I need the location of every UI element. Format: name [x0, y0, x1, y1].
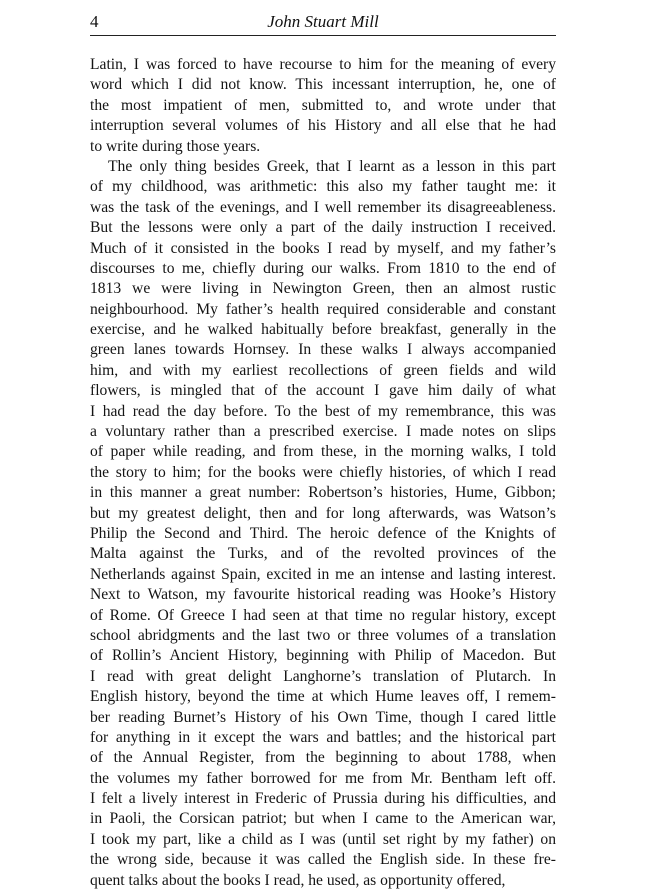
text-line: word which I did not know. This incessant interruption, he, one of: [90, 76, 556, 94]
text-line: the wrong side, because it was called the English side. In these fre-: [90, 851, 556, 869]
text-line: was the task of the evenings, and I well remember its disagreeableness.: [90, 198, 556, 216]
text-line: of the Annual Register, from the beginning to about 1788, when: [90, 749, 556, 767]
text-line: Philip the Second and Third. The heroic defence of the Knights of: [90, 524, 556, 542]
body-text: [90, 55, 556, 891]
header-rule: [90, 35, 556, 36]
text-line: of my childhood, was arithmetic: this also my father taught me: it: [90, 178, 556, 196]
text-line: I took my part, like a child as I was (until set right by my father) on: [90, 830, 556, 848]
running-head: John Stuart Mill: [267, 12, 379, 31]
text-line: but my greatest delight, then and for long afterwards, was Watson’s: [90, 504, 556, 522]
text-line: school abridgments and the last two or three volumes of a translation: [90, 626, 556, 644]
text-line: neighbourhood. My father’s health required considerable and constant: [90, 300, 556, 318]
text-line: flowers, is mingled that of the account I gave him daily of what: [90, 382, 556, 400]
text-line: English history, beyond the time at which Hume leaves off, I remem-: [90, 688, 556, 706]
text-line: Netherlands against Spain, excited in me an intense and lasting interest.: [90, 565, 556, 583]
text-line: green lanes towards Hornsey. In these walks I always accompanied: [90, 341, 556, 359]
text-line: The only thing besides Greek, that I learnt as a lesson in this part: [108, 157, 556, 175]
text-line: Latin, I was forced to have recourse to him for the meaning of every: [90, 56, 556, 73]
page-number: 4: [90, 12, 99, 31]
text-line: interruption several volumes of his History and all else that he had: [90, 117, 556, 135]
paragraph: [90, 157, 556, 891]
text-line: the most impatient of men, submitted to, and wrote under that: [90, 96, 556, 114]
text-line: Malta against the Turks, and of the revolted provinces of the: [90, 545, 556, 563]
text-line: of paper while reading, and from these, in the morning walks, I told: [90, 443, 556, 461]
text-line: him, and with my earliest recollections of green fields and wild: [90, 361, 556, 379]
text-line: Much of it consisted in the books I read by myself, and my father’s: [90, 239, 556, 257]
text-line: of Rome. Of Greece I had seen at that time no regular history, except: [90, 606, 556, 624]
text-line: the volumes my father borrowed for me from Mr. Bentham left off.: [90, 769, 556, 787]
text-line: in Paoli, the Corsican patriot; but when I came to the American war,: [90, 810, 556, 828]
text-line: Next to Watson, my favourite historical reading was Hooke’s History: [90, 586, 556, 604]
text-line: of Rollin’s Ancient History, beginning with Philip of Macedon. But: [90, 647, 556, 665]
text-line: to write during those years.: [90, 137, 261, 155]
text-line: I felt a lively interest in Frederic of Prussia during his difficulties, and: [90, 790, 556, 808]
text-line: I had read the day before. To the best of my remembrance, this was: [90, 402, 556, 420]
page-header: [90, 12, 556, 36]
text-line: a voluntary rather than a prescribed exercise. I made notes on slips: [90, 423, 556, 441]
text-line: exercise, and he walked habitually before breakfast, generally in the: [90, 321, 556, 339]
text-line: quent talks about the books I read, he used, as opportunity offered,: [90, 871, 506, 889]
text-line: But the lessons were only a part of the daily instruction I received.: [90, 219, 556, 237]
paragraph: [90, 55, 556, 157]
text-line: discourses to me, chiefly during our walks. From 1810 to the end of: [90, 259, 556, 277]
text-line: 1813 we were living in Newington Green, then an almost rustic: [90, 280, 556, 298]
text-line: for anything in it except the wars and battles; and the historical part: [90, 728, 556, 746]
text-line: in this manner a great number: Robertson’s histories, Hume, Gibbon;: [90, 484, 556, 502]
text-line: the story to him; for the books were chiefly histories, of which I read: [90, 463, 556, 481]
text-line: I read with great delight Langhorne’s translation of Plutarch. In: [90, 667, 556, 685]
text-line: ber reading Burnet’s History of his Own Time, though I cared little: [90, 708, 556, 726]
